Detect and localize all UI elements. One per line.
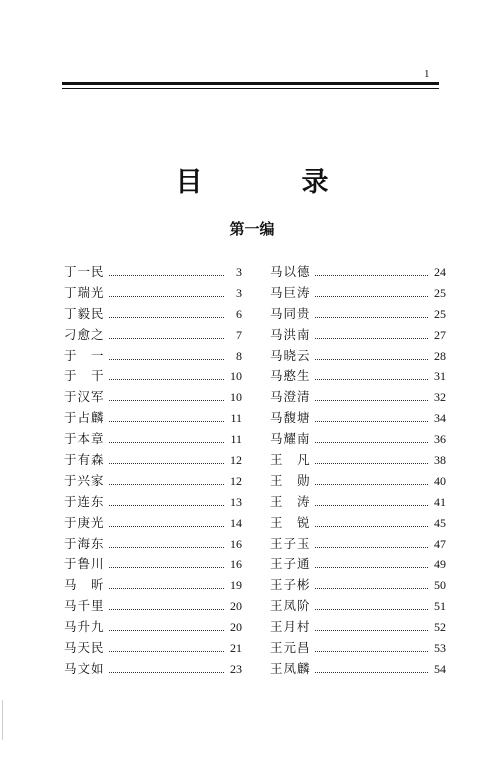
toc-entry[interactable] [270,534,446,555]
toc-entry[interactable] [64,638,242,659]
toc-left-column [64,262,242,680]
dot-leader [315,420,428,422]
header-rule-thick [62,82,439,85]
toc-entry-page: 34 [434,411,446,426]
toc-entry-name: 马文如 [64,660,105,676]
dot-leader [109,546,224,548]
toc-entry-name: 马以德 [270,264,311,279]
toc-entry-name: 王子彬 [270,577,311,593]
dot-leader [315,441,428,443]
toc-entry-name: 王 勋 [270,472,311,488]
toc-entry-name: 马 昕 [64,577,105,593]
toc-entry-page: 45 [434,515,446,530]
dot-leader [315,399,428,401]
toc-entry-name: 王凤麟 [270,660,311,676]
toc-entry-page: 41 [434,494,446,509]
toc-entry-page: 3 [236,265,242,279]
toc-entry-page: 53 [434,641,446,656]
toc-entry[interactable] [64,450,242,471]
toc-entry-name: 马澄清 [270,389,311,405]
toc-entry-name: 王 凡 [270,452,311,468]
toc-entry-name: 马千里 [64,598,105,614]
toc-entry[interactable] [64,325,242,346]
toc-entry-page: 28 [434,348,446,363]
toc-entry[interactable] [64,659,242,680]
toc-entry[interactable] [64,492,242,513]
toc-entry[interactable] [270,366,446,387]
toc-entry[interactable] [64,262,242,283]
toc-entry-name: 王月村 [270,619,311,635]
dot-leader [109,629,224,631]
toc-entry-page: 16 [230,557,242,572]
toc-entry-name: 马天民 [64,640,105,656]
toc-entry-page: 47 [434,536,446,551]
toc-entry-name: 于本章 [64,431,105,447]
header-rule-thin [62,88,439,89]
toc-entry[interactable] [64,429,242,450]
dot-leader [315,462,428,464]
toc-entry[interactable] [64,554,242,575]
toc-entry-page: 7 [236,327,242,342]
dot-leader [109,358,224,360]
dot-leader [109,420,224,422]
dot-leader [109,650,224,652]
toc-entry-name: 王子玉 [270,535,311,551]
toc-entry-name: 于占麟 [64,410,105,426]
toc-entry-name: 马耀南 [270,431,311,447]
toc-entry[interactable] [270,554,446,575]
dot-leader [315,650,428,652]
toc-entry-name: 丁瑞光 [64,284,105,300]
toc-entry[interactable] [64,408,242,429]
page-title: 目 录 [175,167,365,198]
dot-leader [109,316,224,318]
dot-leader [109,337,224,339]
toc-entry[interactable] [64,575,242,596]
toc-entry[interactable] [64,283,242,304]
toc-entry[interactable] [270,408,446,429]
page-number: 1 [424,68,430,80]
toc-entry-page: 24 [434,265,446,279]
toc-entry-name: 马洪南 [270,326,311,342]
dot-leader [315,378,428,380]
toc-entry-page: 40 [434,473,446,488]
toc-entry-name: 于汉军 [64,389,105,405]
dot-leader [109,587,224,589]
toc-entry[interactable] [64,471,242,492]
toc-entry-page: 38 [434,453,446,468]
dot-leader [109,399,224,401]
toc-entry-page: 14 [230,515,242,530]
toc-entry-page: 36 [434,432,446,447]
toc-entry-name: 于有森 [64,452,105,468]
toc-entry[interactable] [270,575,446,596]
toc-entry-name: 王 涛 [270,493,311,509]
toc-entry-page: 23 [230,661,242,676]
toc-entry-page: 11 [230,432,242,447]
section-heading: 第一编 [229,220,275,238]
toc-entry-name: 王 锐 [270,514,311,530]
dot-leader [315,629,428,631]
toc-entry-page: 21 [230,641,242,656]
dot-leader [109,671,224,673]
toc-entry-page: 27 [434,327,446,342]
dot-leader [315,358,428,360]
dot-leader [315,483,428,485]
dot-leader [315,337,428,339]
dot-leader [315,316,428,318]
dot-leader [315,566,428,568]
dot-leader [109,295,224,297]
toc-entry[interactable] [270,450,446,471]
toc-entry-page: 6 [236,306,242,321]
toc-entry-name: 马馥塘 [270,410,311,426]
dot-leader [315,274,428,276]
dot-leader [315,587,428,589]
toc-entry[interactable] [64,596,242,617]
dot-leader [109,504,224,506]
toc-entry-page: 8 [236,348,242,363]
toc-entry-page: 54 [434,661,446,676]
dot-leader [109,608,224,610]
toc-entry-page: 10 [230,369,242,384]
toc-entry-name: 丁一民 [64,264,105,279]
toc-entry-name: 王子通 [270,556,311,572]
dot-leader [315,608,428,610]
toc-entry-name: 刁愈之 [64,326,105,342]
dot-leader [109,483,224,485]
toc-entry-name: 丁毅民 [64,305,105,321]
toc-entry-name: 于连东 [64,493,105,509]
toc-entry[interactable] [270,304,446,325]
toc-entry-page: 13 [230,494,242,509]
dot-leader [109,378,224,380]
toc-entry[interactable] [270,617,446,638]
toc-entry-name: 于 一 [64,347,105,363]
toc-entry[interactable] [270,659,446,680]
toc-entry-page: 50 [434,578,446,593]
toc-entry[interactable] [270,387,446,408]
toc-entry-name: 马憨生 [270,368,311,384]
dot-leader [109,525,224,527]
toc-entry-page: 49 [434,557,446,572]
dot-leader [315,295,428,297]
toc-entry-page: 31 [434,369,446,384]
toc-entry-page: 12 [230,453,242,468]
dot-leader [109,566,224,568]
toc-entry-name: 马巨涛 [270,284,311,300]
toc-entry[interactable] [64,304,242,325]
toc-entry-name: 王凤阶 [270,598,311,614]
dot-leader [315,525,428,527]
toc-entry-page: 11 [230,411,242,426]
toc-entry-name: 于鲁川 [64,556,105,572]
toc-entry-page: 10 [230,390,242,405]
toc-entry-name: 于海东 [64,535,105,551]
toc-entry-name: 于兴家 [64,472,105,488]
toc-entry[interactable] [270,513,446,534]
dot-leader [109,441,224,443]
toc-entry[interactable] [64,366,242,387]
toc-entry-page: 16 [230,536,242,551]
toc-entry-page: 51 [434,599,446,614]
toc-entry[interactable] [270,638,446,659]
toc-entry-name: 于 干 [64,368,105,384]
toc-entry-page: 12 [230,473,242,488]
toc-entry[interactable] [64,617,242,638]
toc-entry-name: 马同贵 [270,305,311,321]
toc-entry[interactable] [270,471,446,492]
toc-entry-page: 19 [230,578,242,593]
toc-entry-page: 25 [434,306,446,321]
dot-leader [315,504,428,506]
toc-entry-name: 王元昌 [270,640,311,656]
toc-entry[interactable] [270,492,446,513]
dot-leader [109,274,224,276]
dot-leader [109,462,224,464]
toc-entry[interactable] [270,262,446,283]
toc-entry[interactable] [270,325,446,346]
margin-mark [2,700,3,740]
toc-entry-name: 马升九 [64,619,105,635]
toc-entry[interactable] [64,387,242,408]
toc-entry-name: 于庚光 [64,514,105,530]
toc-entry[interactable] [64,534,242,555]
toc-entry[interactable] [64,513,242,534]
toc-entry[interactable] [270,429,446,450]
toc-entry[interactable] [270,596,446,617]
toc-entry[interactable] [270,346,446,367]
dot-leader [315,546,428,548]
toc-entry[interactable] [64,346,242,367]
toc-entry[interactable] [270,283,446,304]
toc-entry-page: 52 [434,620,446,635]
toc-entry-name: 马晓云 [270,347,311,363]
dot-leader [315,671,428,673]
toc-right-column [270,262,446,680]
toc-entry-page: 20 [230,620,242,635]
toc-entry-page: 3 [236,285,242,300]
toc-entry-page: 20 [230,599,242,614]
toc-entry-page: 25 [434,285,446,300]
toc-entry-page: 32 [434,390,446,405]
